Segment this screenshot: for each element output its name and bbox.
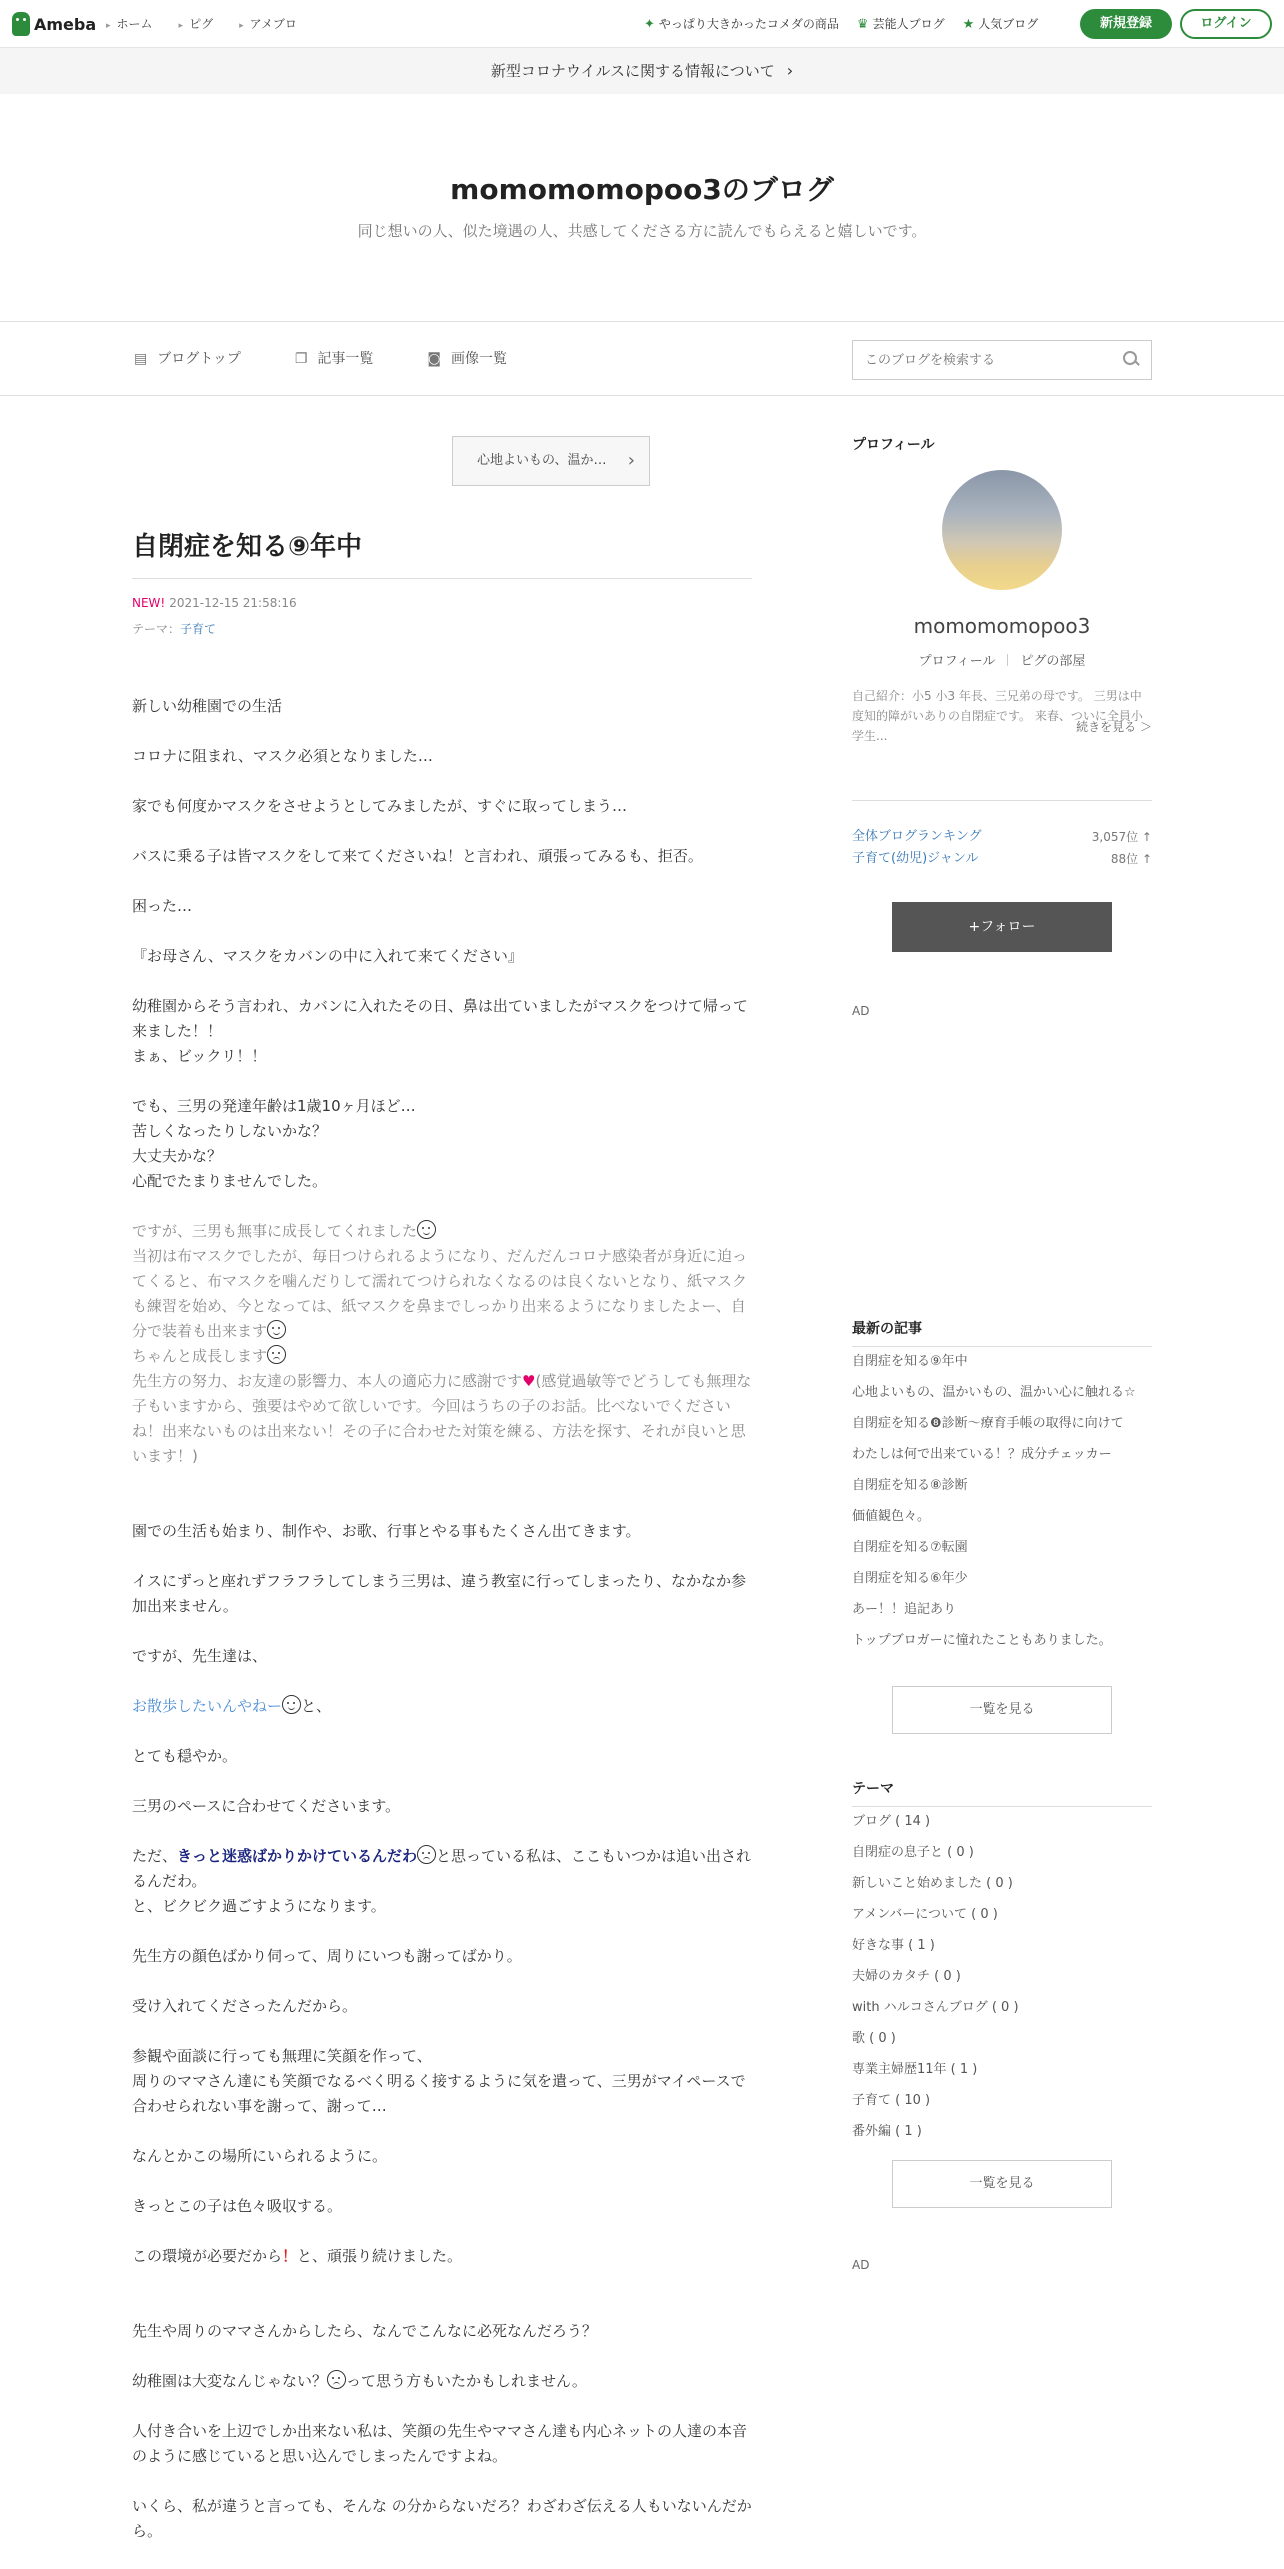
ranking-row[interactable]: 全体ブログランキング 3,057位 ↑ xyxy=(852,829,1152,844)
divider xyxy=(852,800,1152,801)
blog-nav xyxy=(0,322,1284,396)
paragraph: 『お母さん、マスクをカバンの中に入れて来てください』 xyxy=(132,947,523,965)
paragraph: ただ、きっと迷惑ばかりかけているんだわ と思っている私は、ここもいつかは追い出されるんだわ。 と、ビクビク過ごすようになります。 xyxy=(132,1847,752,1915)
recent-entry-link[interactable]: 自閉症を知る⑦転園 xyxy=(852,1540,968,1555)
paragraph: でも、三男の発達年齢は1歳10ヶ月ほど… 苦しくなったりしないかな？ 大丈夫かな？ 心配でたまりませんでした。 xyxy=(132,1097,416,1190)
notice-text: 新型コロナウイルスに関する情報について xyxy=(490,62,775,80)
theme-link[interactable]: 新しいこと始めました ( 0 ) xyxy=(852,1876,1013,1891)
covid-notice-banner[interactable] xyxy=(0,48,1284,94)
blog-title[interactable]: momomomopoo3のブログ xyxy=(450,173,834,206)
paragraph: 困った… xyxy=(132,897,193,915)
entry-theme: テーマ：子育て xyxy=(132,622,217,636)
ad-label: AD xyxy=(852,1004,870,1018)
copy-icon: ❐ xyxy=(294,351,308,367)
profile-name[interactable]: momomomopoo3 xyxy=(913,614,1091,638)
theme-heading: テーマ xyxy=(852,1778,1152,1807)
entry-meta xyxy=(132,596,297,610)
paragraph: とても穏やか。 xyxy=(132,1747,238,1765)
paragraph: 人付き合いを上辺でしか出来ない私は、笑顔の先生やママさん達も内心ネットの人達の本音のように感じていると思い込んでしまったんですよね。 xyxy=(132,2422,748,2465)
divider xyxy=(1007,654,1008,666)
logo-text: Ameba xyxy=(34,14,97,34)
blog-search xyxy=(852,340,1152,380)
laughing-emoji-icon xyxy=(282,1695,301,1714)
theme-link[interactable]: ブログ ( 14 ) xyxy=(852,1814,931,1829)
entry-datetime: 2021-12-15 21:58:16 xyxy=(169,596,297,610)
ameba-logo[interactable] xyxy=(12,12,96,36)
global-nav xyxy=(106,15,297,32)
sad-emoji-icon xyxy=(327,2370,346,2389)
read-more-link[interactable]: 続きを見る ＞ xyxy=(1076,720,1152,734)
theme-link[interactable]: with ハルコさんブログ ( 0 ) xyxy=(852,2000,1019,2015)
search-input[interactable] xyxy=(853,341,1103,379)
crown-icon: ♛ xyxy=(856,17,869,32)
recent-more-button[interactable]: 一覧を見る xyxy=(892,1686,1112,1734)
profile-link[interactable]: プロフィール xyxy=(918,654,996,669)
theme-link[interactable]: 子育て xyxy=(180,622,217,636)
paragraph: 園での生活も始まり、制作や、お歌、行事とやる事もたくさん出てきます。 xyxy=(132,1522,641,1540)
theme-more-button[interactable]: 一覧を見る xyxy=(892,2160,1112,2208)
theme-link[interactable]: 夫婦のカタチ ( 0 ) xyxy=(852,1969,961,1984)
promo-link-comeda[interactable]: ✦ やっぱり大きかったコメダの商品 xyxy=(644,17,839,32)
camera-icon: ◙ xyxy=(427,351,441,367)
login-button[interactable]: ログイン xyxy=(1180,9,1272,39)
nav-home-link[interactable]: ▸ ホーム xyxy=(106,15,153,32)
paragraph: 受け入れてくださったんだから。 xyxy=(132,1997,358,2015)
paragraph: なんとかこの場所にいられるように。 xyxy=(132,2147,388,2165)
paragraph: 新しい幼稚園での生活 xyxy=(132,697,283,715)
smile-emoji-icon xyxy=(417,1220,436,1239)
paragraph: きっとこの子は色々吸収する。 xyxy=(132,2197,343,2215)
follow-button[interactable]: +フォロー xyxy=(892,902,1112,952)
theme-link[interactable]: 自閉症の息子と ( 0 ) xyxy=(852,1845,974,1860)
ranking xyxy=(852,826,1152,870)
paragraph: コロナに阻まれ、マスク必須となりました… xyxy=(132,747,433,765)
chevron-right-icon: › xyxy=(627,450,635,471)
profile-links xyxy=(852,650,1152,669)
paragraph: 幼稚園は大変なんじゃない？ って思う方もいたかもしれません。 xyxy=(132,2372,587,2390)
sad-emoji-icon xyxy=(417,1845,436,1864)
ameba-logo-icon xyxy=(12,12,30,36)
entry-body xyxy=(132,694,752,2569)
avatar[interactable] xyxy=(942,470,1062,590)
document-icon: ▤ xyxy=(134,351,148,367)
chevron-right-icon: › xyxy=(786,61,794,80)
paragraph: 三男のペースに合わせてくださいます。 xyxy=(132,1797,401,1815)
pig-room-link[interactable]: ピグの部屋 xyxy=(1020,654,1086,669)
ad-label: AD xyxy=(852,2258,870,2272)
paragraph: バスに乗る子は皆マスクをして来てくださいね！と言われ、頑張ってみるも、拒否。 xyxy=(132,847,703,865)
paragraph: 参観や面談に行っても無理に笑顔を作って、 周りのママさん達にも笑顔でなるべく明るく接するように気を遣って、三男がマイペースで合わせられない事を謝って、謝って… xyxy=(132,2047,746,2115)
new-badge: NEW! xyxy=(132,596,166,610)
theme-link[interactable]: 専業主婦歴11年 ( 1 ) xyxy=(852,2062,978,2077)
title-divider xyxy=(132,578,752,579)
paragraph: イスにずっと座れずフラフラしてしまう三男は、違う教室に行ってしまったり、なかなか参加出来ません。 xyxy=(132,1572,746,1615)
prev-entry-button[interactable]: 心地よいもの、温か… › xyxy=(452,436,650,486)
recent-entry-link[interactable]: 心地よいもの、温かいもの、温かい心に触れる☆ xyxy=(852,1385,1136,1400)
recent-entry-link[interactable]: あー！！追記あり xyxy=(852,1602,957,1617)
signup-button[interactable]: 新規登録 xyxy=(1080,9,1172,39)
nav-ameblo-link[interactable]: ▸ アメブロ xyxy=(239,15,297,32)
paragraph: 先生方の顔色ばかり伺って、周りにいつも謝ってばかり。 xyxy=(132,1947,522,1965)
recent-entry-link[interactable]: 自閉症を知る⑨年中 xyxy=(852,1354,968,1369)
profile-intro: 自己紹介：小5 小3 年長、三兄弟の母です。 三男は中度知的障がいありの自閉症です。 来春、ついに全員小学生... xyxy=(852,689,1143,743)
theme-link[interactable]: アメンバーについて ( 0 ) xyxy=(852,1907,998,1922)
entry-title[interactable]: 自閉症を知る⑨年中 xyxy=(132,532,363,562)
recent-entries-heading: 最新の記事 xyxy=(852,1318,1152,1347)
paragraph: ですが、先生達は、 xyxy=(132,1647,268,1665)
heart-icon: ♥ xyxy=(522,1372,536,1390)
profile-heading: プロフィール xyxy=(852,437,935,453)
smile-emoji-icon xyxy=(267,1320,286,1339)
promo-link-celebrity[interactable]: ♛ 芸能人ブログ xyxy=(856,17,945,32)
paragraph: この環境が必要だから！と、頑張り続けました。 xyxy=(132,2247,463,2265)
recent-entry-link[interactable]: 自閉症を知る⑧診断 xyxy=(852,1478,968,1493)
theme-link[interactable]: 歌 ( 0 ) xyxy=(852,2031,896,2046)
paragraph: 先生や周りのママさんからしたら、なんでこんなに必死なんだろう？ xyxy=(132,2322,598,2340)
nav-pig-link[interactable]: ▸ ピグ xyxy=(179,15,214,32)
theme-link[interactable]: 子育て ( 10 ) xyxy=(852,2093,931,2108)
paragraph: いくら、私が違うと言っても、そんな の分からないだろ？わざわざ伝える人もいないんだから。 xyxy=(132,2497,752,2540)
promo-link-popular[interactable]: ★ 人気ブログ xyxy=(962,17,1039,32)
recent-entry-link[interactable]: 自閉症を知る⑥年少 xyxy=(852,1571,968,1586)
nav-entry-list[interactable]: ❐ 記事一覧 xyxy=(294,351,374,367)
nav-image-list[interactable]: ◙ 画像一覧 xyxy=(427,351,507,367)
global-header xyxy=(0,0,1284,48)
recent-entry-link[interactable]: トップブロガーに憧れたこともありました。 xyxy=(852,1633,1112,1648)
theme-list xyxy=(852,1812,1152,2153)
paragraph: 幼稚園からそう言われ、カバンに入れたその日、鼻は出ていましたがマスクをつけて帰って来ました！！ まぁ、ビックリ！！ xyxy=(132,997,748,1065)
paragraph: ですが、三男も無事に成長してくれました 当初は布マスクでしたが、毎日つけられるようになり、だんだんコロナ感染者が身近に迫ってくると、布マスクを噛んだりして濡れてつけられなくなるのは良くないとなり、紙マスクも練習を始め、今となっては、紙マスクを鼻までしっかり出来るようになりましたよー、自分で装着も出来ます ちゃんと成長します 先生方の努力、お友達の影響力、本人の適応力に感謝です♥(感覚過敏等でどうしても無理な子もいますから、強要はやめて欲しいです。今回はうちの子のお話。比べないでくださいね！出来ないものは出来ない！その子に合わせた対策を練る、方法を探す、それが良いと思います！) xyxy=(132,1222,752,1465)
search-icon[interactable] xyxy=(1123,351,1139,367)
blog-description: 同じ想いの人、似た境遇の人、共感してくださる方に読んでもらえると嬉しいです。 xyxy=(357,222,927,240)
star-icon: ★ xyxy=(962,17,975,32)
recent-entries-list xyxy=(852,1352,1152,1662)
theme-link[interactable]: 番外編 ( 1 ) xyxy=(852,2124,922,2139)
sparkle-icon: ✦ xyxy=(644,17,655,32)
ranking-row[interactable]: 子育て(幼児)ジャンル 88位 ↑ xyxy=(852,851,1152,866)
theme-link[interactable]: 好きな事 ( 1 ) xyxy=(852,1938,935,1953)
blog-header xyxy=(0,94,1284,322)
paragraph: お散歩したいんやねー と、 xyxy=(132,1697,332,1715)
recent-entry-link[interactable]: わたしは何で出来ている！？成分チェッカー xyxy=(852,1447,1112,1462)
recent-entry-link[interactable]: 自閉症を知る❽診断〜療育手帳の取得に向けて xyxy=(852,1416,1124,1431)
recent-entry-link[interactable]: 価値観色々。 xyxy=(852,1509,931,1524)
promo-links xyxy=(644,15,1038,32)
tearful-emoji-icon xyxy=(267,1345,286,1364)
paragraph: 家でも何度かマスクをさせようとしてみましたが、すぐに取ってしまう… xyxy=(132,797,628,815)
nav-blog-top[interactable]: ▤ ブログトップ xyxy=(134,351,241,367)
